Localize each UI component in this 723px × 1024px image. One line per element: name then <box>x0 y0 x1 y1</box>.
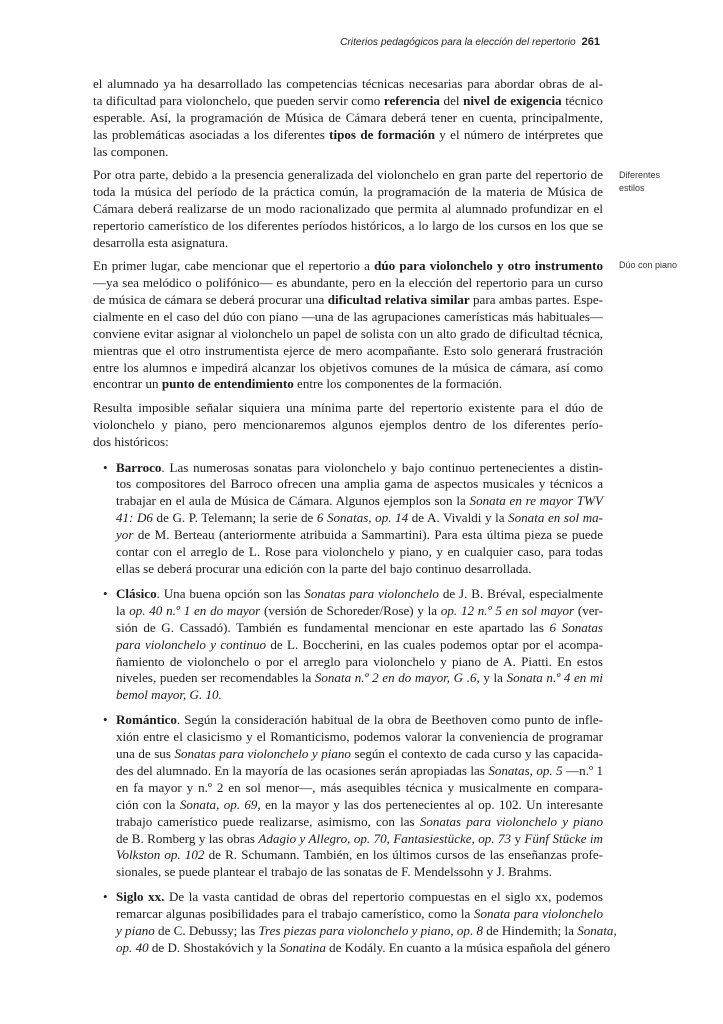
text-line: Volkston op. 102 de R. Schumann. También, en los últimos cursos de las enseñanzas profe- <box>116 847 603 863</box>
text-line: Cámara deberá realizarse de un modo racionalizado que permita al alumnado profundizar en el <box>93 200 603 216</box>
list-item-clasico <box>116 586 603 704</box>
paragraph <box>93 76 603 161</box>
text-line: cialmente en el caso del dúo con piano —una de las agrupaciones camerísticas más habituales— <box>93 308 603 324</box>
text-line: desarrolla esta asignatura. <box>93 234 229 250</box>
margin-note-line: Dúo con piano <box>619 260 678 270</box>
text-line: tos compositores del Barroco ofrecen una amplia gama de aspectos musicales y técnicos a <box>116 476 603 492</box>
text-line: las componen. <box>93 143 169 159</box>
text-line: esperable. Así, la programación de Música de Cámara deberá tener en cuenta, principalmente, <box>93 109 603 125</box>
paragraph <box>93 400 603 451</box>
margin-note-line: estilos <box>619 182 645 193</box>
text-line: des del alumnado. En la mayoría de las ocasiones serán apropiadas las Sonatas, op. 5 —n.º 1 <box>116 762 603 778</box>
text-line: yor de M. Berteau (anteriormente atribuida a Sammartini). Para esta última pieza se puede <box>116 527 603 543</box>
repertoire-list <box>93 459 617 957</box>
text-line: para violonchelo y continuo de L. Boccherini, en las cuales podemos optar por el acompa- <box>116 636 604 652</box>
text-line: • Barroco. Las numerosas sonatas para violonchelo y bajo continuo pertenecientes a distin- <box>116 459 603 475</box>
text-line: • Clásico. Una buena opción son las Sonatas para violonchelo de J. B. Bréval, especialmente <box>116 585 603 601</box>
page-number: 261 <box>581 36 600 48</box>
text-line: 41: D6 de G. P. Telemann; la serie de 6 Sonatas, op. 14 de A. Vivaldi y la Sonata en sol ma- <box>116 510 603 526</box>
text-line: de B. Romberg y las obras Adagio y Allegro, op. 70, Fantasiestücke, op. 73 y Fünf Stücke im <box>116 830 603 846</box>
margin-note-diferentes-estilos <box>619 169 660 194</box>
text-line: Por otra parte, debido a la presencia generalizada del violonchelo en gran parte del repertorio de <box>93 167 603 183</box>
list-item-siglo-xx <box>116 889 617 957</box>
text-line: —ya sea melódico o polifónico— es abundante, pero en la elección del repertorio para un curso <box>93 274 603 290</box>
list-item-romantico <box>116 712 603 881</box>
text-line: bemol mayor, G. 10. <box>116 687 222 703</box>
paragraph <box>93 258 603 393</box>
text-line: • Romántico. Según la consideración habitual de la obra de Beethoven como punto de infle- <box>116 712 603 728</box>
list-item-barroco <box>116 460 603 578</box>
text-line: y piano de C. Debussy; las Tres piezas para violonchelo y piano, op. 8 de Hindemith; la Sonata, <box>116 923 617 939</box>
text-line: conviene evitar asignar al violonchelo un papel de solista con un alto grado de dificultad técnica, <box>93 325 603 341</box>
text-line: sión de G. Cassadó). También es fundamental mencionar en este apartado las 6 Sonatas <box>116 619 603 635</box>
text-line: Resulta imposible señalar siquiera una mínima parte del repertorio existente para el dúo de <box>93 399 603 415</box>
text-line: dos históricos: <box>93 433 169 449</box>
text-line: encontrar un punto de entendimiento entre los componentes de la formación. <box>93 376 503 392</box>
text-line: en fa mayor y n.º 2 en sol menor—, más asequibles técnica y musicalmente en compara- <box>116 779 603 795</box>
text-line: remarcar algunas posibilidades para el trabajo camerístico, como la Sonata para violonchelo <box>116 906 604 922</box>
text-line: el alumnado ya ha desarrollado las competencias técnicas necesarias para abordar obras de al- <box>93 76 603 91</box>
text-line: la op. 40 n.º 1 en do mayor (versión de Schoreder/Rose) y la op. 12 n.º 5 en sol mayor (ver- <box>116 602 603 618</box>
running-title: Criterios pedagógicos para la elección del repertorio <box>340 37 576 48</box>
text-line: xión entre el clasicismo y el Romanticismo, podemos valorar la conveniencia de programar <box>116 729 603 745</box>
text-line: • Siglo xx. De la vasta cantidad de obras del repertorio compuestas en el siglo xx, podemos <box>116 889 603 905</box>
margin-note-line: Diferentes <box>619 170 661 180</box>
text-line: niveles, pueden ser recomendables la Sonata n.º 2 en do mayor, G .6, y la Sonata n.º 4 en mi <box>116 670 603 686</box>
text-line: trabajo camerístico puede realizarse, asimismo, con las Sonatas para violonchelo y piano <box>116 813 603 829</box>
text-line: trabajar en el aula de Música de Cámara. Algunos ejemplos son la Sonata en re mayor TWV <box>116 493 603 509</box>
margin-note-duo-con-piano <box>619 259 677 272</box>
text-line: de música de cámara se deberá procurar una dificultad relativa similar para ambas partes. Espe- <box>93 291 603 307</box>
text-line: repertorio camerístico de los diferentes períodos históricos, a lo largo de los cursos en los que se <box>93 217 603 233</box>
text-line: op. 40 de D. Shostakóvich y la Sonatina de Kodály. En cuanto a la música española del género <box>116 940 611 955</box>
text-line: ta dificultad para violonchelo, que pueden servir como referencia del nivel de exigencia técnico <box>93 92 603 108</box>
text-line: entre los alumnos e impedirá alcanzar los objetivos comunes de la música de cámara, así como <box>93 359 603 375</box>
text-line: violonchelo y piano, pero mencionaremos algunos ejemplos dentro de los diferentes perío- <box>93 416 603 432</box>
text-line: contar con el arreglo de L. Rose para violonchelo y piano, y en cualquier caso, para todas <box>116 544 603 560</box>
paragraph <box>93 167 603 252</box>
text-line: ción con la Sonata, op. 69, en la mayor y las dos pertenecientes al op. 102. Un interesante <box>116 796 603 812</box>
text-line: En primer lugar, cabe mencionar que el repertorio a dúo para violonchelo y otro instrumento <box>93 258 604 274</box>
main-text <box>93 76 617 965</box>
text-line: ñamiento de violonchelo o por el arreglo para violonchelo y piano de A. Piatti. En estos <box>116 653 603 669</box>
text-line: toda la música del período de la práctica común, la programación de la materia de Música de <box>93 183 603 199</box>
text-line: una de sus Sonatas para violonchelo y piano según el contexto de cada curso y las capacida- <box>116 746 604 762</box>
text-line: sionales, se puede plantear el trabajo de las sonatas de F. Mendelssohn y J. Brahms. <box>116 864 552 880</box>
running-header <box>340 36 600 48</box>
text-line: las problemáticas asociadas a los diferentes tipos de formación y el número de intérpretes que <box>93 126 603 142</box>
text-line: ellas se deberá procurar una edición con la parte del bajo continuo desarrollada. <box>116 560 532 576</box>
text-line: mientras que el otro instrumentista ejerce de mero acompañante. Esto solo generará frustración <box>93 342 603 358</box>
